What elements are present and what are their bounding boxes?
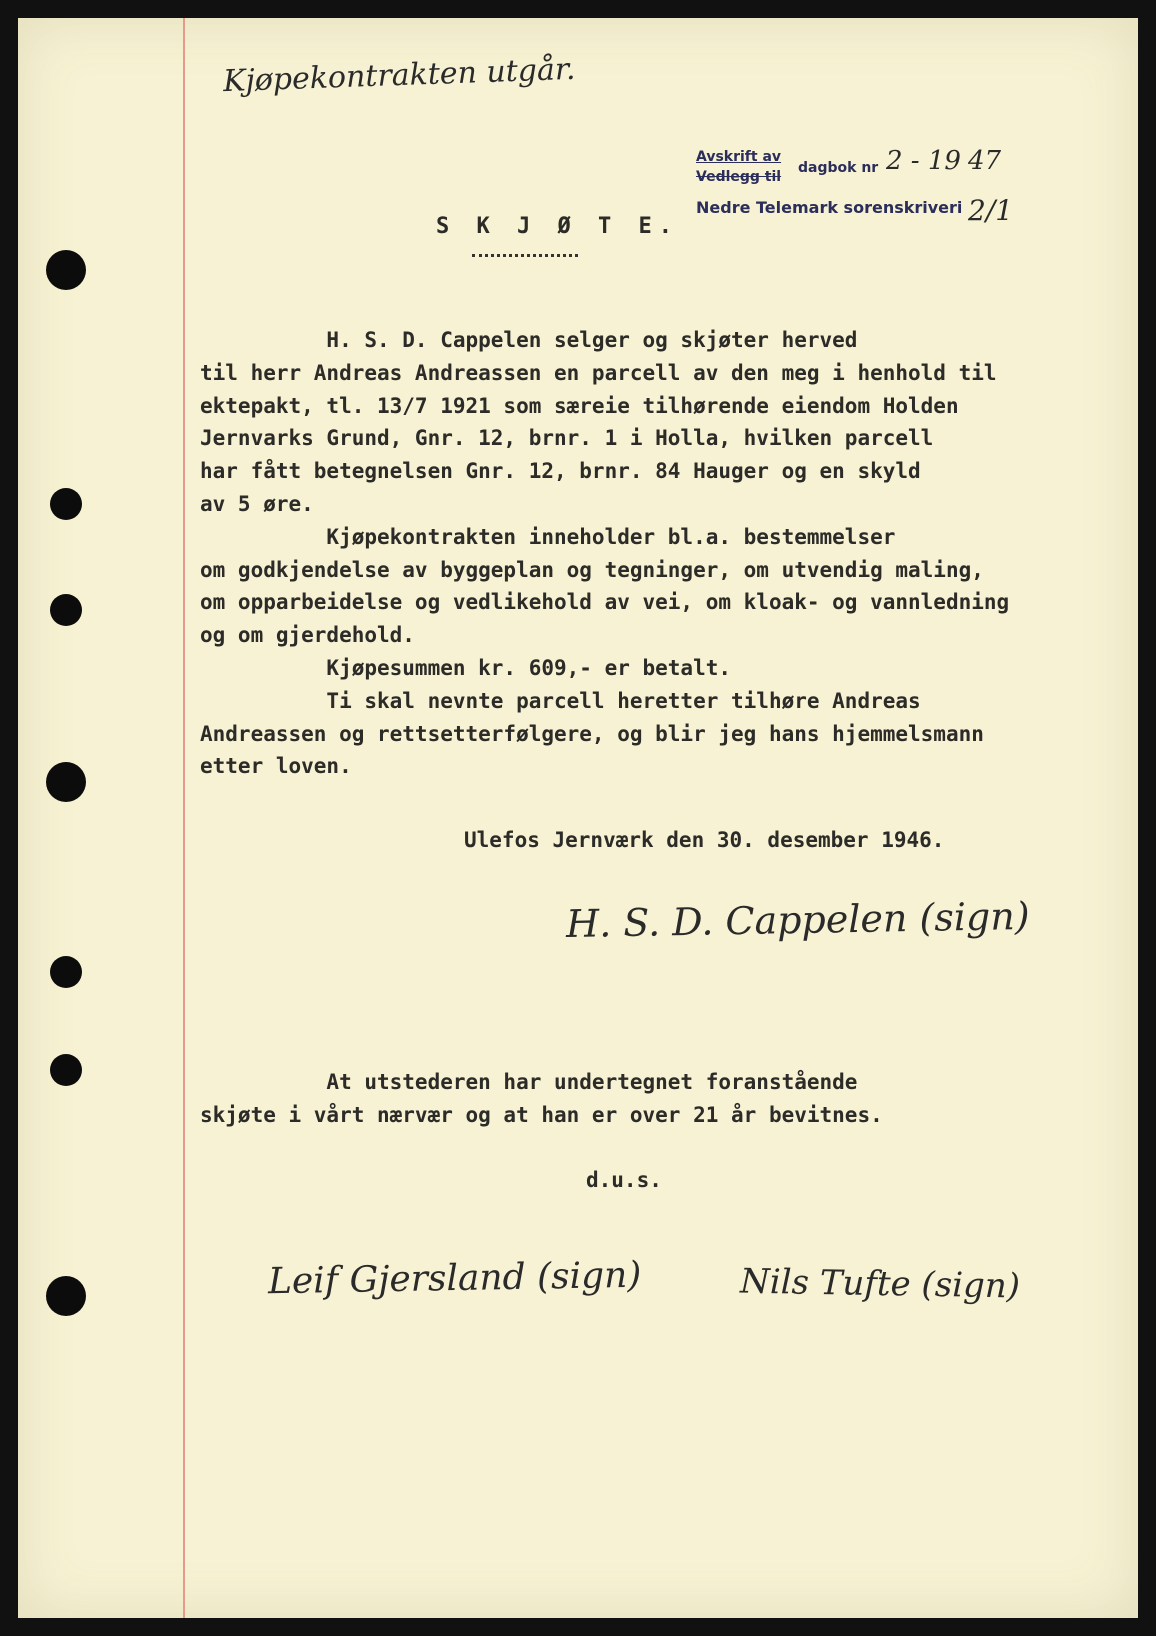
- body-line: Andreassen og rettsetterfølgere, og blir jeg hans hjemmelsmann: [200, 721, 984, 746]
- body-line: H. S. D. Cappelen selger og skjøter herved: [200, 328, 858, 352]
- body-line: av 5 øre.: [200, 491, 314, 516]
- witness1-signature: Leif Gjersland (sign): [267, 1254, 642, 1303]
- witness-line: At utstederen har undertegnet foranstående: [200, 1070, 858, 1094]
- stamp-line2: Vedlegg til: [696, 169, 782, 185]
- witness-line: skjøte i vårt nærvær og at han er over 21 år bevitnes.: [200, 1102, 883, 1127]
- body-line: om opparbeidelse og vedlikehold av vei, om kloak- og vannledning: [200, 590, 1010, 615]
- margin-note: Kjøpekontrakten utgår.: [222, 51, 576, 100]
- stamp-number: 2 - 19: [886, 146, 961, 176]
- punch-hole: [46, 762, 86, 802]
- punch-hole: [50, 1054, 82, 1086]
- signature-main: H. S. D. Cappelen (sign): [565, 893, 1030, 947]
- body-line: ektepakt, tl. 13/7 1921 som særeie tilhørende eiendom Holden: [200, 393, 959, 418]
- body-line: etter loven.: [200, 754, 352, 779]
- body-line: Kjøpesummen kr. 609,- er betalt.: [200, 655, 732, 680]
- document-title: S K J Ø T E.: [436, 214, 679, 239]
- stamp-line1: Avskrift av: [696, 149, 782, 165]
- body-line: Kjøpekontrakten inneholder bl.a. bestemmelser: [200, 524, 896, 549]
- margin-line: [183, 18, 185, 1618]
- body-line: Ti skal nevnte parcell heretter tilhøre Andreas: [200, 688, 921, 713]
- punch-hole: [46, 1276, 86, 1316]
- body-line: Jernvarks Grund, Gnr. 12, brnr. 1 i Holla, hvilken parcell: [200, 426, 934, 451]
- body-text: [200, 324, 1009, 783]
- place-date: Ulefos Jernværk den 30. desember 1946.: [464, 828, 945, 852]
- dus-label: d.u.s.: [586, 1168, 662, 1192]
- body-line: og om gjerdehold.: [200, 623, 415, 648]
- punch-hole: [50, 594, 82, 626]
- document-page: [18, 18, 1138, 1618]
- stamp-dagbok: dagbok nr: [798, 160, 879, 176]
- punch-hole: [50, 956, 82, 988]
- stamp-date: 2/1: [968, 194, 1014, 227]
- punch-hole: [50, 488, 82, 520]
- stamp-year: 47: [968, 146, 1002, 176]
- witness-text: [200, 1066, 883, 1132]
- body-line: om godkjendelse av byggeplan og tegninger, om utvendig maling,: [200, 557, 984, 582]
- title-underline: [472, 254, 578, 257]
- punch-hole: [46, 250, 86, 290]
- body-line: til herr Andreas Andreassen en parcell av den meg i henhold til: [200, 360, 997, 385]
- body-line: har fått betegnelsen Gnr. 12, brnr. 84 Hauger og en skyld: [200, 459, 921, 484]
- stamp-office: Nedre Telemark sorenskriveri: [696, 198, 963, 217]
- witness2-signature: Nils Tufte (sign): [739, 1261, 1021, 1307]
